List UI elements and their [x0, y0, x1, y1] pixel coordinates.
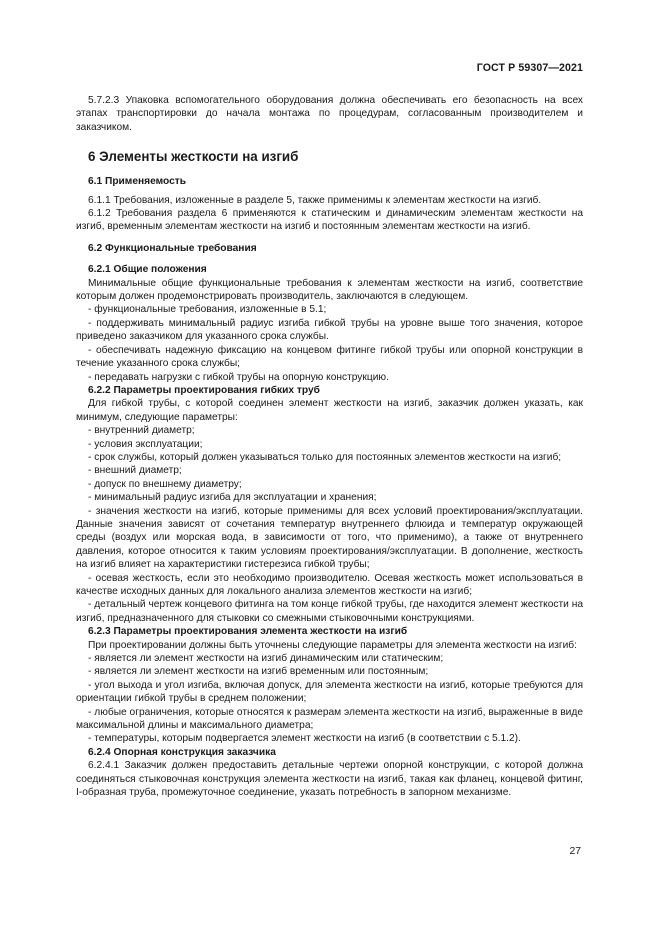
list-item: - является ли элемент жесткости на изгиб динамическим или статическим; [88, 653, 444, 665]
page-number: 27 [569, 846, 581, 857]
paragraph-6-1-2: 6.1.2 Требования раздела 6 применяются к статическим и динамическим элементам жесткости на изгиб, временным элементам жесткости на изгиб и постоянным элементам жесткости на изгиб. [76, 208, 583, 233]
list-item: - внутренний диаметр; [88, 425, 195, 437]
paragraph-6-2-2-intro: Для гибкой трубы, с которой соединен элемент жесткости на изгиб, заказчик должен указать, как минимум, следующие параметры: [76, 398, 583, 423]
standard-header: ГОСТ Р 59307—2021 [476, 62, 583, 74]
page-content [76, 94, 583, 800]
section-6-2-title: 6.2 Функциональные требования [88, 242, 257, 254]
paragraph-5-7-2-3: 5.7.2.3 Упаковка вспомогательного оборудования должна обеспечивать его безопасность на всех этапах транспортировки до начала монтажа по процедурам, согласованным производителем и заказчиком. [76, 95, 583, 133]
list-item: - является ли элемент жесткости на изгиб временным или постоянным; [88, 666, 429, 678]
paragraph-6-2-1-intro: Минимальные общие функциональные требования к элементам жесткости на изгиб, соответствие которым должен продемонстрировать производитель, заключаются в следующем. [76, 277, 583, 303]
paragraph-6-2-4-1: 6.2.4.1 Заказчик должен предоставить детальные чертежи опорной конструкции, с которой должна соединяться стыковочная конструкция элемента жесткости на изгиб, такая как фланец, концевой фитинг, I-образная труба, промежуточное соединение, указать потребность в запорном механизме. [76, 760, 583, 799]
list-item: - допуск по внешнему диаметру; [88, 478, 242, 490]
list-item: - поддерживать минимальный радиус изгиба гибкой трубы на уровне выше того значения, которое приведено заказчиком для указанного срока службы. [76, 317, 583, 343]
list-item: - любые ограничения, которые относятся к размерам элемента жесткости на изгиб, выраженные в виде максимальной длины и максимального диаметра; [76, 706, 583, 732]
list-item: - функциональные требования, изложенные в 5.1; [88, 304, 327, 316]
list-item: - осевая жесткость, если это необходимо производителю. Осевая жесткость может использоваться в качестве исходных данных для локального анализа элементов жесткости на изгиб; [76, 572, 583, 597]
section-6-title: 6 Элементы жесткости на изгиб [88, 149, 299, 165]
section-6-2-1-title: 6.2.1 Общие положения [88, 264, 207, 276]
list-item: - условия эксплуатации; [88, 438, 203, 450]
list-item: - температуры, которым подвергается элемент жесткости на изгиб (в соответствии с 5.1.2). [88, 733, 521, 745]
section-6-2-2-title: 6.2.2 Параметры проектирования гибких труб [88, 384, 320, 396]
section-6-1-title: 6.1 Применяемость [88, 176, 187, 188]
section-6-2-3-title: 6.2.3 Параметры проектирования элемента жесткости на изгиб [88, 626, 408, 638]
list-item: - угол выхода и угол изгиба, включая допуск, для элемента жесткости на изгиб, которые требуются для ориентации гибкой трубы в среднем положении; [76, 679, 583, 705]
list-item: - минимальный радиус изгиба для эксплуатации и хранения; [88, 492, 377, 504]
list-item: - срок службы, который должен указываться только для постоянных элементов жесткости на изгиб; [88, 451, 562, 463]
list-item: - передавать нагрузки с гибкой трубы на опорную конструкцию. [88, 371, 389, 383]
section-6-2-4-title: 6.2.4 Опорная конструкция заказчика [88, 746, 276, 758]
list-item: - значения жесткости на изгиб, которые применимы для всех условий проектирования/эксплуатации. Данные значения зависят от сочетания температур внутреннего флюида и температур окружающей среды (воздух или морская вода, в зависимости от того, что применимо), а также от внутреннего давления, которое относится к таким условиям проектирования/эксплуатации. В дополнение, жесткость на изгиб влияет на характеристики гистерезиса гибкой трубы; [76, 505, 583, 571]
list-item: - внешний диаметр; [88, 465, 182, 477]
list-item: - детальный чертеж концевого фитинга на том конце гибкой трубы, где находится элемент жесткости на изгиб, предназначенного для стыковки со смежными стыковочными конструкциями. [76, 599, 583, 624]
paragraph-6-2-3-intro: При проектировании должны быть уточнены следующие параметры для элемента жесткости на изгиб: [88, 639, 577, 651]
list-item: - обеспечивать надежную фиксацию на концевом фитинге гибкой трубы или опорной конструкции в течение указанного срока службы; [76, 344, 583, 370]
paragraph-6-1-1: 6.1.1 Требования, изложенные в разделе 5, также применимы к элементам жесткости на изгиб. [88, 194, 542, 206]
